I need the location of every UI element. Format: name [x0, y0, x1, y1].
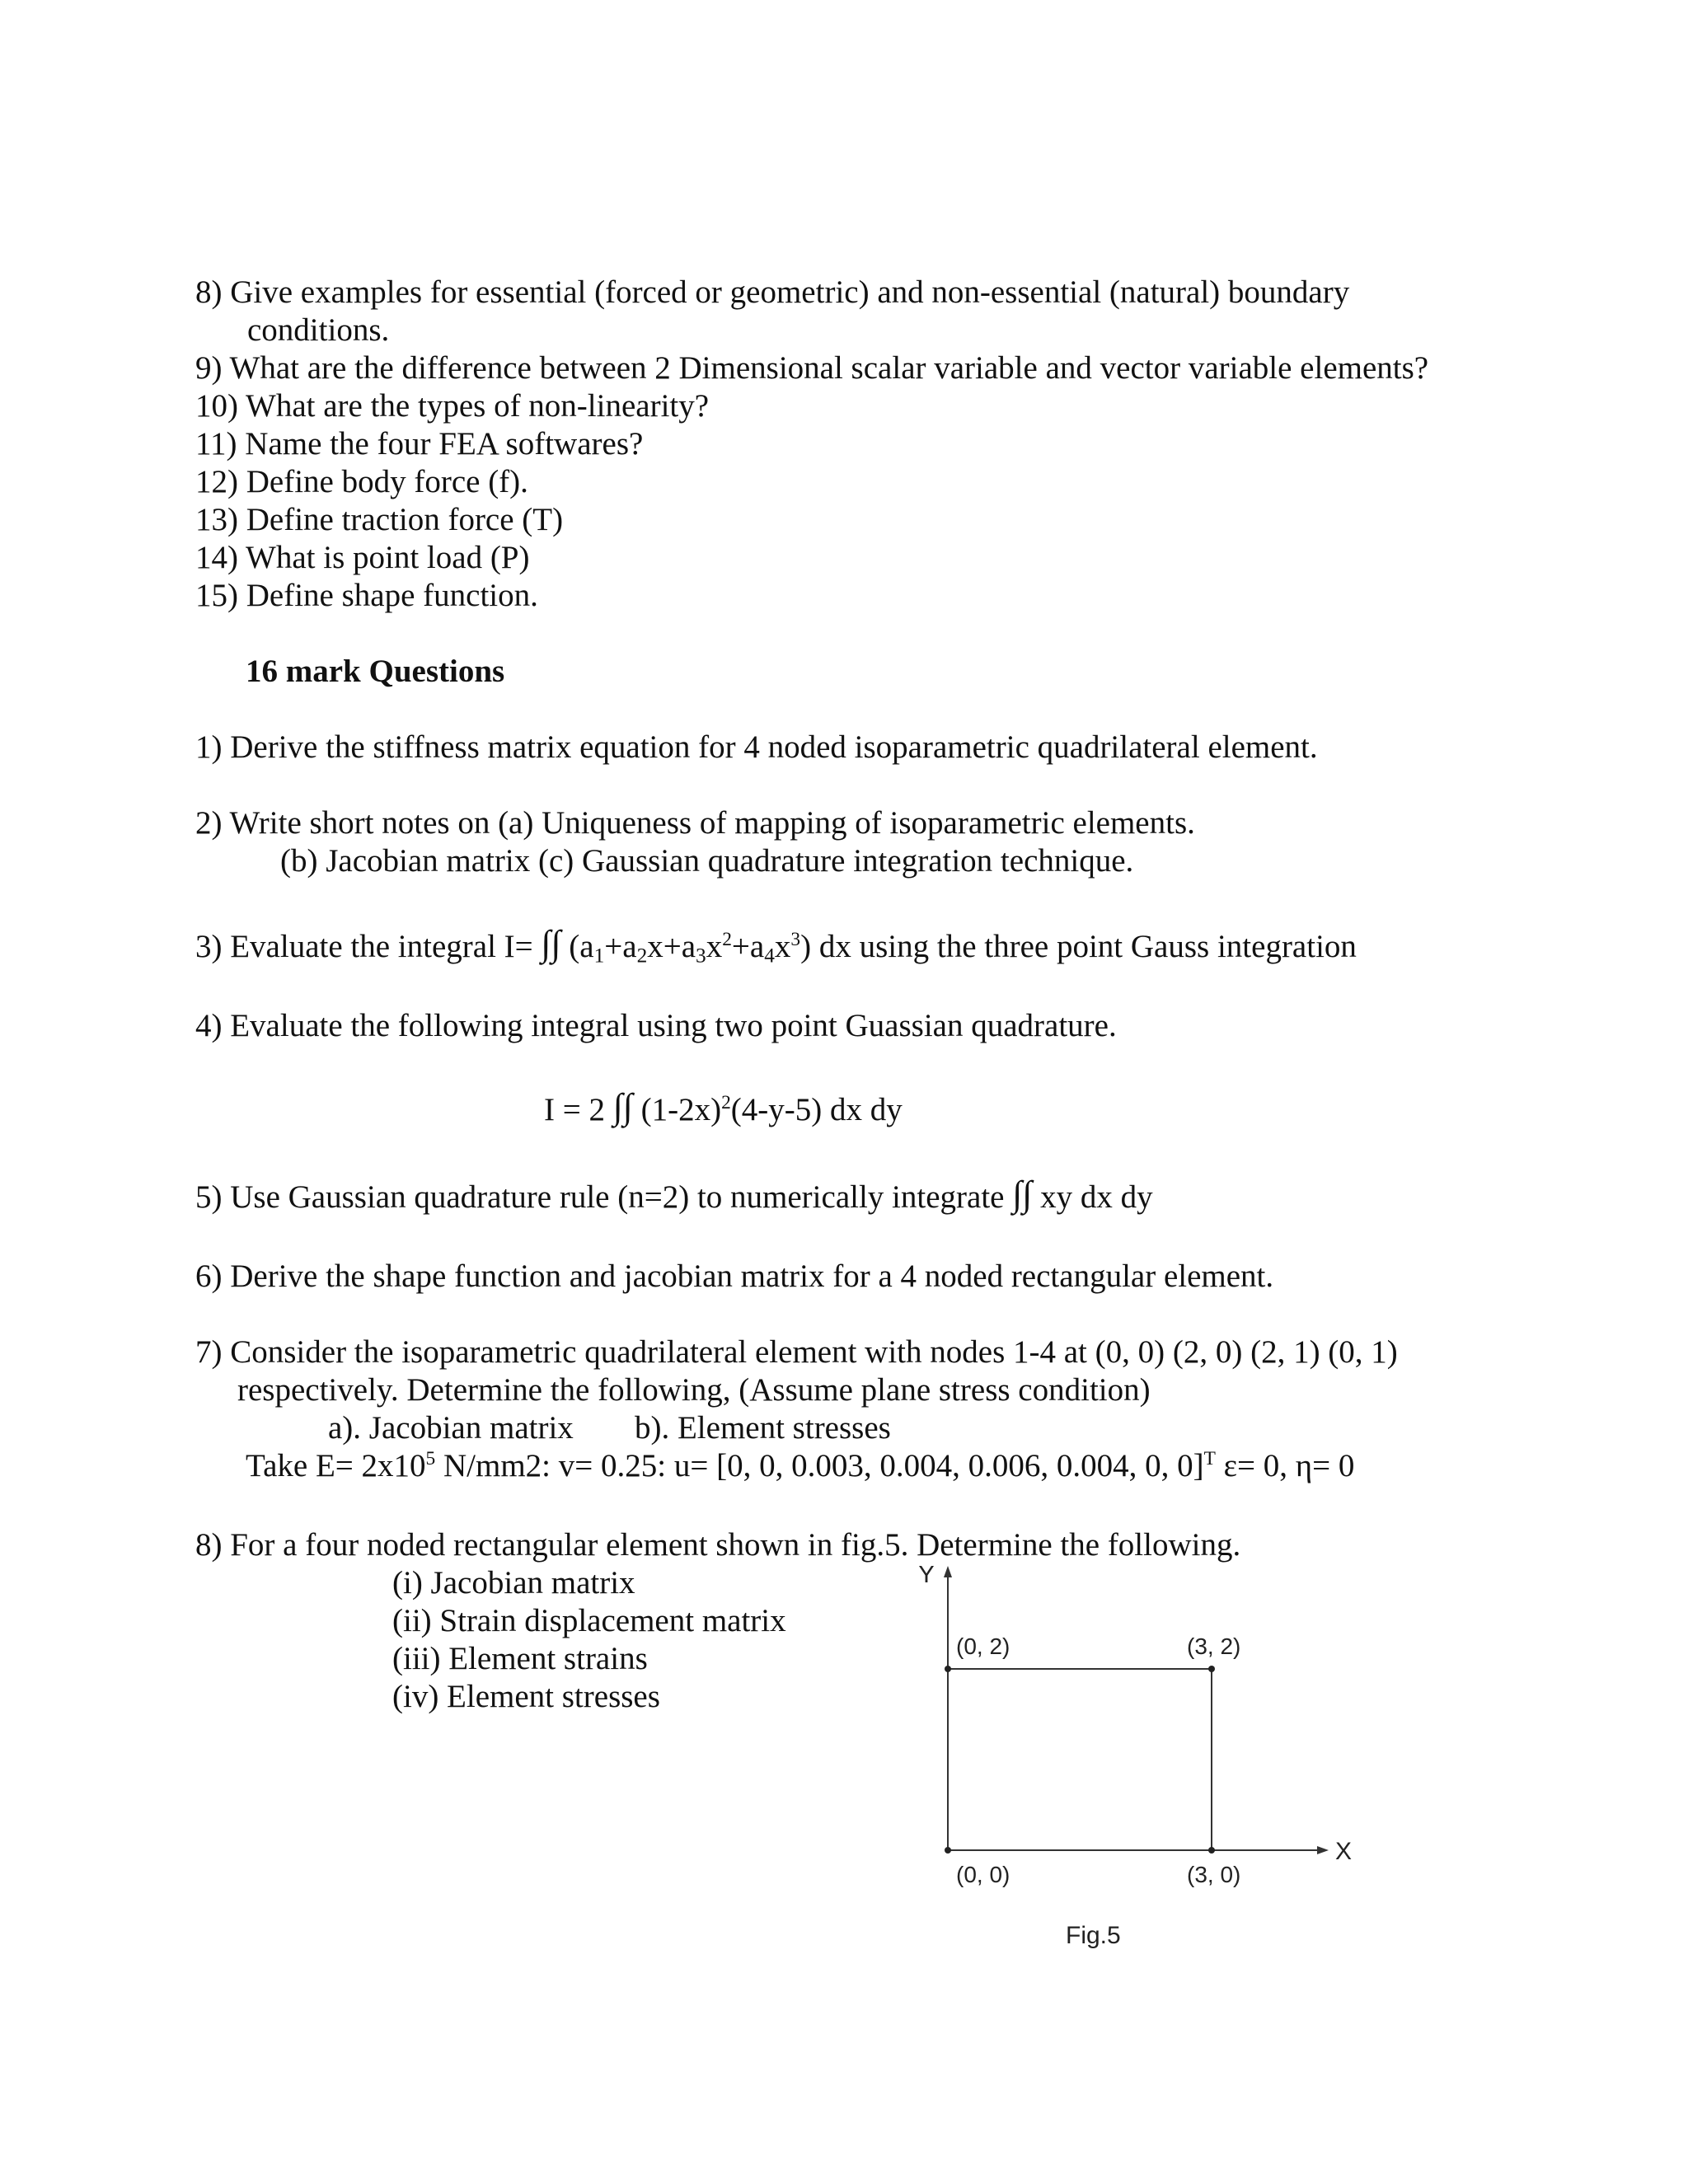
- question-14: 14) What is point load (P): [195, 540, 530, 575]
- q7-given-values: [246, 1447, 1354, 1485]
- node-bottom-right: [1208, 1847, 1215, 1854]
- q4-eq-prefix: I = 2: [544, 1092, 605, 1127]
- node-bottom-left: [945, 1847, 951, 1854]
- section-title: 16 mark Questions: [246, 654, 505, 689]
- y-axis-arrowhead: [944, 1566, 952, 1577]
- q3-integrand: $(a_1+a_2x+a_3x^2+a_4x^3)$: [569, 928, 812, 968]
- q7-take-exponent: 5: [425, 1447, 436, 1469]
- long-question-2: 2) Write short notes on (a) Uniqueness of mapping of isoparametric elements.: [195, 805, 1195, 841]
- q8-item-2: (ii) Strain displacement matrix: [392, 1603, 786, 1638]
- long-question-4-equation: [544, 1086, 903, 1129]
- long-question-3: [195, 923, 1357, 968]
- node-top-right: [1208, 1666, 1215, 1672]
- q5-suffix: xy dx dy: [1040, 1179, 1153, 1215]
- q4-eq-suffix: dx dy: [829, 1092, 903, 1127]
- q7-take-prefix: Take E= 2x10: [246, 1448, 426, 1483]
- long-question-2-continuation: (b) Jacobian matrix (c) Gaussian quadrature integration technique.: [280, 843, 1134, 879]
- node-top-left: [945, 1666, 951, 1672]
- q8-item-3: (iii) Element strains: [392, 1641, 648, 1676]
- question-10: 10) What are the types of non-linearity?: [195, 388, 710, 424]
- node-label-top-left: (0, 2): [956, 1633, 1010, 1659]
- q7-item-b: b). Element stresses: [635, 1410, 891, 1446]
- q8-item-1: (i) Jacobian matrix: [392, 1565, 635, 1601]
- x-axis-arrowhead: [1317, 1846, 1329, 1854]
- q5-prefix: 5) Use Gaussian quadrature rule (n=2) to numerically integrate: [195, 1179, 1005, 1215]
- double-integral-symbol: ∫∫: [612, 1086, 633, 1127]
- double-integral-symbol: ∫∫: [1012, 1174, 1033, 1214]
- figure-caption: Fig.5: [1066, 1922, 1121, 1949]
- long-question-7: 7) Consider the isoparametric quadrilateral element with nodes 1-4 at (0, 0) (2, 0) (2, 1) (0, 1): [195, 1334, 1398, 1370]
- q3-prefix: 3) Evaluate the integral I=: [195, 929, 533, 964]
- q7-take-mid: N/mm2: v= 0.25: u= [0, 0, 0.003, 0.004, 0.006, 0.004, 0, 0]: [435, 1448, 1204, 1483]
- long-question-6: 6) Derive the shape function and jacobian matrix for a 4 noded rectangular element.: [195, 1258, 1274, 1294]
- q4-integrand: $(1-2x)^2(4-y-5)$: [640, 1091, 823, 1127]
- question-15: 15) Define shape function.: [195, 578, 538, 613]
- long-question-7-continuation: respectively. Determine the following, (Assume plane stress condition): [237, 1372, 1151, 1408]
- element-rectangle: [948, 1669, 1212, 1850]
- q7-take-transpose: T: [1203, 1447, 1216, 1469]
- node-label-bottom-right: (3, 0): [1187, 1862, 1241, 1887]
- double-integral-symbol: ∫∫: [541, 923, 561, 963]
- question-9: 9) What are the difference between 2 Dimensional scalar variable and vector variable elements?: [195, 350, 1429, 386]
- node-label-bottom-left: (0, 0): [956, 1862, 1010, 1887]
- question-8-continuation: conditions.: [247, 312, 390, 348]
- long-question-5: [195, 1174, 1153, 1216]
- long-question-4: 4) Evaluate the following integral using two point Guassian quadrature.: [195, 1008, 1117, 1043]
- question-13: 13) Define traction force (T): [195, 502, 564, 537]
- q8-item-4: (iv) Element stresses: [392, 1679, 660, 1714]
- question-11: 11) Name the four FEA softwares?: [195, 426, 644, 462]
- long-question-8: 8) For a four noded rectangular element shown in fig.5. Determine the following.: [195, 1527, 1241, 1563]
- question-8: 8) Give examples for essential (forced or geometric) and non-essential (natural) boundary: [195, 274, 1350, 310]
- figure-5-diagram: [907, 1566, 1401, 1994]
- long-question-1: 1) Derive the stiffness matrix equation for 4 noded isoparametric quadrilateral element.: [195, 729, 1318, 765]
- axis-y-label: Y: [918, 1566, 935, 1588]
- q7-take-suffix: ε= 0, η= 0: [1215, 1448, 1355, 1483]
- question-12: 12) Define body force (f).: [195, 464, 528, 499]
- q3-suffix: dx using the three point Gauss integration: [818, 929, 1357, 964]
- axis-x-label: X: [1335, 1838, 1353, 1865]
- q7-item-a: a). Jacobian matrix: [328, 1410, 574, 1446]
- node-label-top-right: (3, 2): [1187, 1633, 1241, 1659]
